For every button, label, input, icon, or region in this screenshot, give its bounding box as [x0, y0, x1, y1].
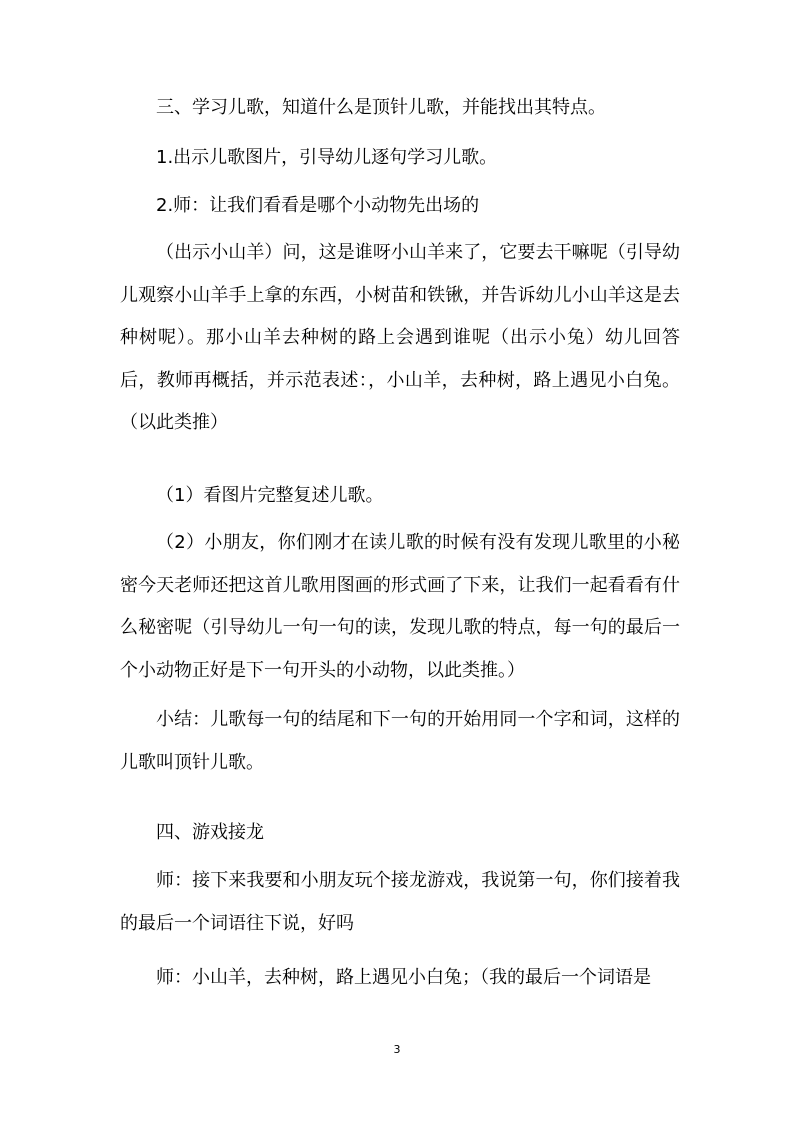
paragraph-teacher-game-intro: 师：接下来我要和小朋友玩个接龙游戏，我说第一句，你们接着我的最后一个词语往下说，好吗 [120, 870, 680, 934]
paragraph-retell: （1）看图片完整复述儿歌。 [156, 485, 384, 506]
paragraph-step-2: 2.师：让我们看看是哪个小动物先出场的 [156, 195, 480, 216]
section-heading-game: 四、游戏接龙 [156, 822, 264, 843]
paragraph-teacher-example: 师：小山羊，去种树，路上遇见小白兔；（我的最后一个词语是 [156, 967, 651, 988]
paragraph-summary: 小结：儿歌每一句的结尾和下一句的开始用同一个字和词，这样的儿歌叫顶针儿歌。 [120, 709, 680, 773]
paragraph-step-1: 1.出示儿歌图片，引导幼儿逐句学习儿歌。 [156, 147, 498, 168]
paragraph-discover-secret: （2）小朋友，你们刚才在读儿歌的时候有没有发现儿歌里的小秘密今天老师还把这首儿歌用图画的形式画了下来，让我们一起看看有什么秘密呢（引导幼儿一句一句的读，发现儿歌的特点，每一句的最后一个小动物正好是下一句开头的小动物，以此类推。） [120, 532, 680, 681]
page-number: 3 [393, 1043, 401, 1056]
section-heading-learn-rhyme: 三、学习儿歌，知道什么是顶针儿歌，并能找出其特点。 [156, 97, 606, 118]
paragraph-show-goat: （出示小山羊）问，这是谁呀小山羊来了，它要去干嘛呢（引导幼儿观察小山羊手上拿的东西，小树苗和铁锹，并告诉幼儿小山羊这是去种树呢）。那小山羊去种树的路上会遇到谁呢（出示小兔）幼儿回答后，教师再概括，并示范表述：，小山羊，去种树，路上遇见小白兔。（以此类推） [120, 242, 680, 433]
